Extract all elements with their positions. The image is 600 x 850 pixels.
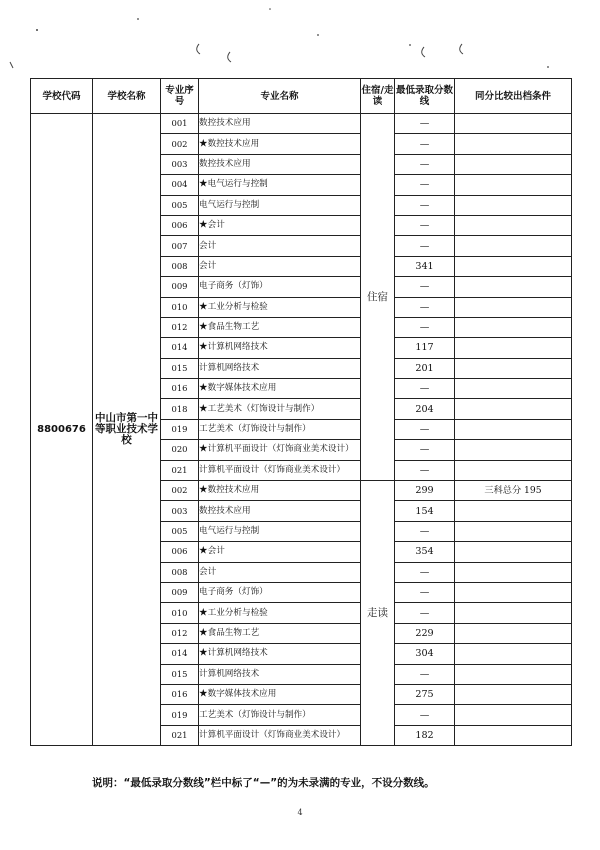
min-score: — (395, 114, 455, 134)
min-score: — (395, 215, 455, 235)
header-seq: 专业序号 (161, 79, 199, 114)
major-name: ★电气运行与控制 (199, 175, 361, 195)
tie-rule (455, 460, 572, 480)
header-tie-rule: 同分比较出档条件 (455, 79, 572, 114)
major-seq: 006 (161, 542, 199, 562)
major-seq: 003 (161, 501, 199, 521)
major-name: 计算机平面设计（灯饰商业美术设计） (199, 460, 361, 480)
major-name: ★工艺美术（灯饰设计与制作） (199, 399, 361, 419)
tie-rule (455, 562, 572, 582)
major-name: ★计算机网络技术 (199, 338, 361, 358)
header-school-code: 学校代码 (31, 79, 93, 114)
major-seq: 012 (161, 317, 199, 337)
min-score: 117 (395, 338, 455, 358)
major-seq: 009 (161, 277, 199, 297)
major-seq: 004 (161, 175, 199, 195)
min-score: — (395, 603, 455, 623)
min-score: 299 (395, 481, 455, 501)
major-seq: 015 (161, 358, 199, 378)
tie-rule (455, 440, 572, 460)
major-name: 数控技术应用 (199, 154, 361, 174)
major-seq: 016 (161, 379, 199, 399)
header-school-name: 学校名称 (93, 79, 161, 114)
major-name: ★数字媒体技术应用 (199, 379, 361, 399)
major-seq: 019 (161, 705, 199, 725)
major-name: 工艺美术（灯饰设计与制作） (199, 419, 361, 439)
major-seq: 006 (161, 215, 199, 235)
major-seq: 002 (161, 481, 199, 501)
major-seq: 010 (161, 297, 199, 317)
min-score: — (395, 440, 455, 460)
major-name: ★食品生物工艺 (199, 623, 361, 643)
header-min-score: 最低录取分数线 (395, 79, 455, 114)
min-score: 354 (395, 542, 455, 562)
major-seq: 008 (161, 562, 199, 582)
major-seq: 020 (161, 440, 199, 460)
major-name: 计算机网络技术 (199, 664, 361, 684)
major-name: ★会计 (199, 542, 361, 562)
major-seq: 010 (161, 603, 199, 623)
major-name: 电子商务（灯饰） (199, 277, 361, 297)
tie-rule (455, 358, 572, 378)
school-name: 中山市第一中等职业技术学校 (93, 114, 161, 746)
min-score: — (395, 297, 455, 317)
tie-rule (455, 114, 572, 134)
min-score: 229 (395, 623, 455, 643)
tie-rule: 三科总分 195 (455, 481, 572, 501)
major-seq: 007 (161, 236, 199, 256)
major-name: 计算机网络技术 (199, 358, 361, 378)
tie-rule (455, 705, 572, 725)
major-name: 电子商务（灯饰） (199, 582, 361, 602)
min-score: — (395, 562, 455, 582)
admission-table (30, 78, 572, 746)
min-score: — (395, 582, 455, 602)
major-seq: 008 (161, 256, 199, 276)
tie-rule (455, 175, 572, 195)
major-name: ★工业分析与检验 (199, 603, 361, 623)
min-score: — (395, 317, 455, 337)
major-name: ★工业分析与检验 (199, 297, 361, 317)
min-score: 182 (395, 725, 455, 745)
major-seq: 001 (161, 114, 199, 134)
major-name: ★会计 (199, 215, 361, 235)
min-score: — (395, 277, 455, 297)
min-score: 154 (395, 501, 455, 521)
tie-rule (455, 134, 572, 154)
min-score: — (395, 134, 455, 154)
major-name: ★数控技术应用 (199, 134, 361, 154)
major-name: ★食品生物工艺 (199, 317, 361, 337)
major-seq: 019 (161, 419, 199, 439)
min-score: — (395, 460, 455, 480)
major-name: ★计算机网络技术 (199, 644, 361, 664)
major-name: 数控技术应用 (199, 114, 361, 134)
min-score: 204 (395, 399, 455, 419)
major-seq: 021 (161, 725, 199, 745)
min-score: — (395, 379, 455, 399)
major-seq: 009 (161, 582, 199, 602)
tie-rule (455, 297, 572, 317)
tie-rule (455, 317, 572, 337)
table-body (31, 114, 572, 746)
footnote: 说明：“最低录取分数线”栏中标了“—”的为未录满的专业，不设分数线。 (92, 777, 435, 789)
tie-rule (455, 684, 572, 704)
header-boarding: 住宿/走读 (361, 79, 395, 114)
tie-rule (455, 725, 572, 745)
major-seq: 015 (161, 664, 199, 684)
tie-rule (455, 338, 572, 358)
min-score: — (395, 419, 455, 439)
table-row (31, 114, 572, 134)
min-score: — (395, 175, 455, 195)
tie-rule (455, 215, 572, 235)
major-name: ★数控技术应用 (199, 481, 361, 501)
tie-rule (455, 256, 572, 276)
page-number: 4 (297, 808, 303, 817)
tie-rule (455, 379, 572, 399)
min-score: 304 (395, 644, 455, 664)
tie-rule (455, 195, 572, 215)
major-name: 电气运行与控制 (199, 195, 361, 215)
tie-rule (455, 603, 572, 623)
header-major: 专业名称 (199, 79, 361, 114)
major-seq: 018 (161, 399, 199, 419)
major-seq: 002 (161, 134, 199, 154)
major-seq: 012 (161, 623, 199, 643)
tie-rule (455, 419, 572, 439)
major-name: 电气运行与控制 (199, 521, 361, 541)
major-seq: 021 (161, 460, 199, 480)
major-name: ★数字媒体技术应用 (199, 684, 361, 704)
major-seq: 005 (161, 195, 199, 215)
major-name: 计算机平面设计（灯饰商业美术设计） (199, 725, 361, 745)
tie-rule (455, 644, 572, 664)
min-score: — (395, 195, 455, 215)
major-seq: 005 (161, 521, 199, 541)
min-score: — (395, 521, 455, 541)
major-name: 工艺美术（灯饰设计与制作） (199, 705, 361, 725)
table-header-row (31, 79, 572, 114)
tie-rule (455, 399, 572, 419)
tie-rule (455, 542, 572, 562)
tie-rule (455, 664, 572, 684)
tie-rule (455, 154, 572, 174)
school-code: 8800676 (31, 114, 93, 746)
tie-rule (455, 623, 572, 643)
major-seq: 016 (161, 684, 199, 704)
major-seq: 003 (161, 154, 199, 174)
major-name: 会计 (199, 562, 361, 582)
major-name: 会计 (199, 236, 361, 256)
min-score: 341 (395, 256, 455, 276)
min-score: 275 (395, 684, 455, 704)
scan-specks (0, 0, 600, 80)
min-score: — (395, 664, 455, 684)
tie-rule (455, 501, 572, 521)
major-seq: 014 (161, 338, 199, 358)
major-name: ★计算机平面设计（灯饰商业美术设计） (199, 440, 361, 460)
day-cell: 走读 (361, 481, 395, 746)
tie-rule (455, 277, 572, 297)
boarding-cell: 住宿 (361, 114, 395, 481)
min-score: — (395, 154, 455, 174)
tie-rule (455, 521, 572, 541)
tie-rule (455, 236, 572, 256)
major-name: 数控技术应用 (199, 501, 361, 521)
min-score: 201 (395, 358, 455, 378)
min-score: — (395, 236, 455, 256)
min-score: — (395, 705, 455, 725)
major-seq: 014 (161, 644, 199, 664)
tie-rule (455, 582, 572, 602)
major-name: 会计 (199, 256, 361, 276)
